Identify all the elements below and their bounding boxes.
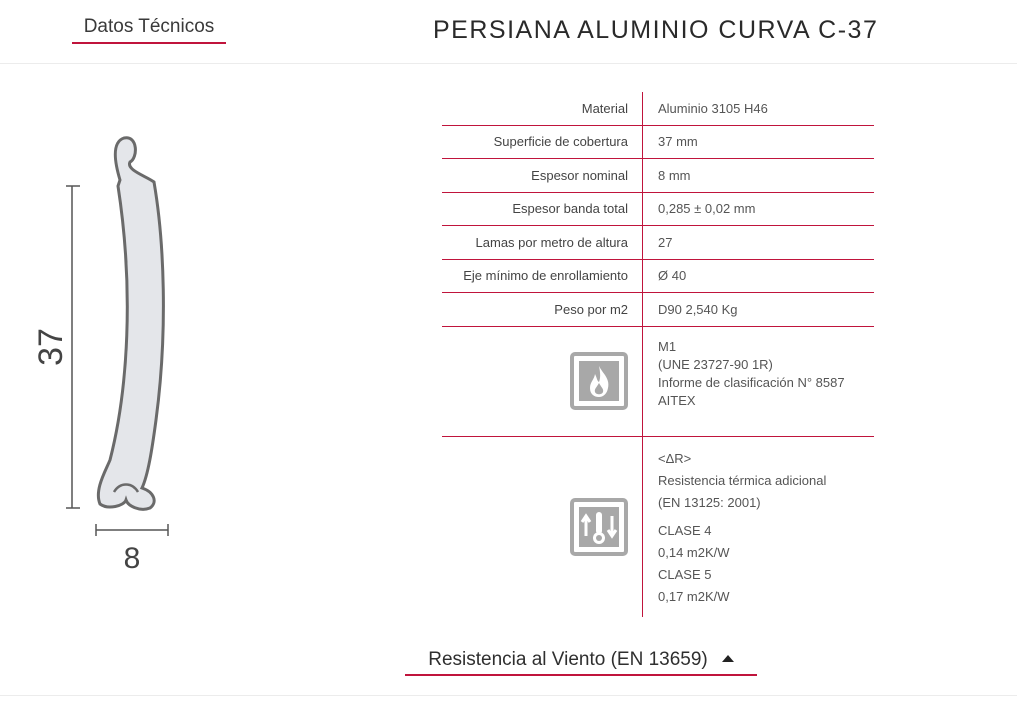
thermal-line: Resistencia térmica adicional <box>658 472 827 488</box>
spec-value: 27 <box>658 234 673 250</box>
spec-table <box>442 92 874 617</box>
fire-line: M1 <box>658 338 677 354</box>
slat-profile-shape <box>98 138 163 510</box>
fire-rating-row <box>442 327 874 437</box>
spec-value: 37 mm <box>658 134 698 150</box>
spec-row <box>442 293 874 327</box>
spec-value: D90 2,540 Kg <box>658 301 738 317</box>
spec-label: Espesor nominal <box>442 159 643 192</box>
footer-divider <box>0 695 1017 696</box>
fire-icon-cell <box>442 327 643 436</box>
page-title: PERSIANA ALUMINIO CURVA C-37 <box>433 16 879 44</box>
spec-label: Espesor banda total <box>442 193 643 226</box>
spec-row <box>442 92 874 126</box>
thermal-icon-cell <box>442 437 643 617</box>
header <box>0 0 1017 64</box>
wind-resistance-label: Resistencia al Viento (EN 13659) <box>428 649 708 670</box>
spec-row <box>442 260 874 294</box>
triangle-up-icon <box>722 655 734 662</box>
spec-value: 8 mm <box>658 167 691 183</box>
fire-line: (UNE 23727-90 1R) <box>658 356 773 372</box>
spec-label: Lamas por metro de altura <box>442 226 643 259</box>
thermal-line: CLASE 5 <box>658 566 712 582</box>
thermal-line: <ΔR> <box>658 450 692 466</box>
thermal-line: CLASE 4 <box>658 522 712 538</box>
spec-value: Ø 40 <box>658 268 687 284</box>
spec-row <box>442 193 874 227</box>
width-label: 8 <box>123 542 141 575</box>
wind-resistance-toggle[interactable] <box>405 646 757 676</box>
spec-label: Peso por m2 <box>442 293 643 326</box>
slat-profile-diagram <box>28 130 188 580</box>
thermal-line: 0,14 m2K/W <box>658 544 730 560</box>
profile-drawing <box>28 130 188 580</box>
thermal-resistance-row <box>442 437 874 617</box>
spec-label: Material <box>442 92 643 125</box>
spec-value: Aluminio 3105 H46 <box>658 100 768 116</box>
spec-row <box>442 159 874 193</box>
fire-line: Informe de clasificación N° 8587 <box>658 374 845 390</box>
fire-rating-text <box>643 327 874 436</box>
fire-line: AITEX <box>658 392 696 408</box>
thermal-text <box>643 437 874 617</box>
thermal-line: (EN 13125: 2001) <box>658 494 761 510</box>
tab-datos-tecnicos[interactable]: Datos Técnicos <box>72 14 226 44</box>
thermal-line: 0,17 m2K/W <box>658 588 730 604</box>
spec-label: Superficie de cobertura <box>442 126 643 159</box>
height-label: 37 <box>32 328 70 366</box>
fire-icon <box>570 352 628 410</box>
spec-value: 0,285 ± 0,02 mm <box>658 201 756 217</box>
spec-row <box>442 126 874 160</box>
thermal-icon <box>570 498 628 556</box>
spec-row <box>442 226 874 260</box>
spec-label: Eje mínimo de enrollamiento <box>442 260 643 293</box>
